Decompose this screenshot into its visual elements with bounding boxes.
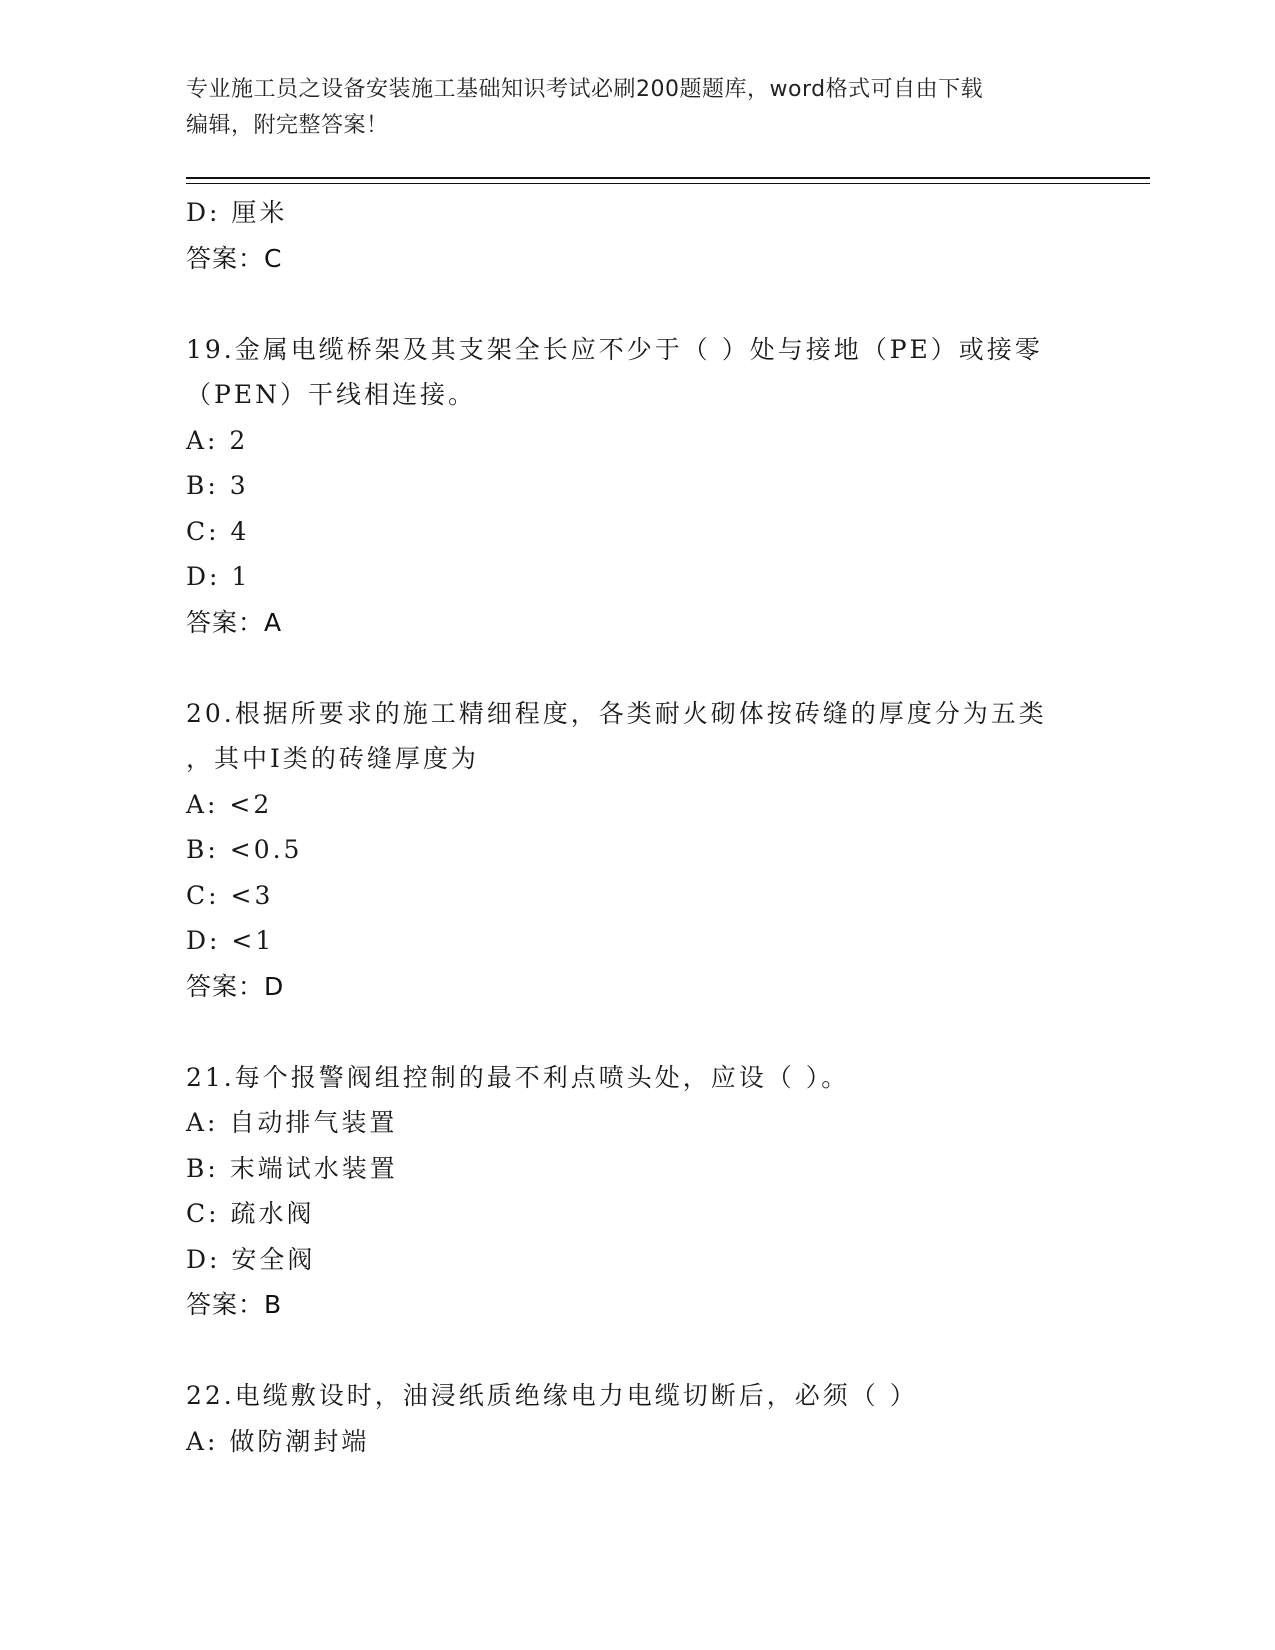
option-a: A: <2 [186,789,273,819]
option-a: A: 做防潮封端 [186,1426,370,1456]
option-b: B: 末端试水装置 [186,1153,398,1183]
answer: 答案：D [186,971,285,1001]
header-rule-thin [186,183,1150,184]
option-b: B: 3 [186,471,249,500]
option-a: A: 2 [186,425,249,455]
document-header [186,72,1086,144]
question-stem-line: 21.每个报警阀组控制的最不利点喷头处，应设（ ）。 [186,1062,850,1092]
option-c: C: 疏水阀 [186,1199,315,1228]
header-line-2: 编辑，附完整答案！ [186,113,389,138]
question-stem-line: 20.根据所要求的施工精细程度，各类耐火砌体按砖缝的厚度分为五类 [186,698,1047,728]
header-line-1: 专业施工员之设备安装施工基础知识考试必刷200题题库，word格式可自由下载 [186,77,984,102]
option-a: A: 自动排气装置 [186,1108,398,1137]
option-c: C: <3 [186,880,274,910]
question-stem-line: （PEN）干线相连接。 [186,380,476,409]
question-stem-line: 22.电缆敷设时，油浸纸质绝缘电力电缆切断后，必须（ ） [186,1381,918,1410]
question-content [186,190,1086,1464]
option-b: B: <0.5 [186,835,303,864]
question-20 [186,691,1086,1010]
question-stem-line: ，其中Ⅰ类的砖缝厚度为 [186,744,479,773]
option-d: D: 安全阀 [186,1244,316,1274]
question-21 [186,1055,1086,1328]
option-d: D: <1 [186,926,275,955]
header-rule-thick [186,177,1150,179]
answer: 答案：B [186,1290,283,1319]
question-22 [186,1373,1086,1464]
prev-answer: 答案：C [186,243,283,273]
option-d: D: 1 [186,562,251,591]
option-c: C: 4 [186,516,250,546]
answer: 答案：A [186,607,283,637]
question-stem-line: 19.金属电缆桥架及其支架全长应不少于（ ）处与接地（PE）或接零 [186,334,1043,364]
question-19 [186,327,1086,646]
prev-option-d: D: 厘米 [186,198,288,227]
